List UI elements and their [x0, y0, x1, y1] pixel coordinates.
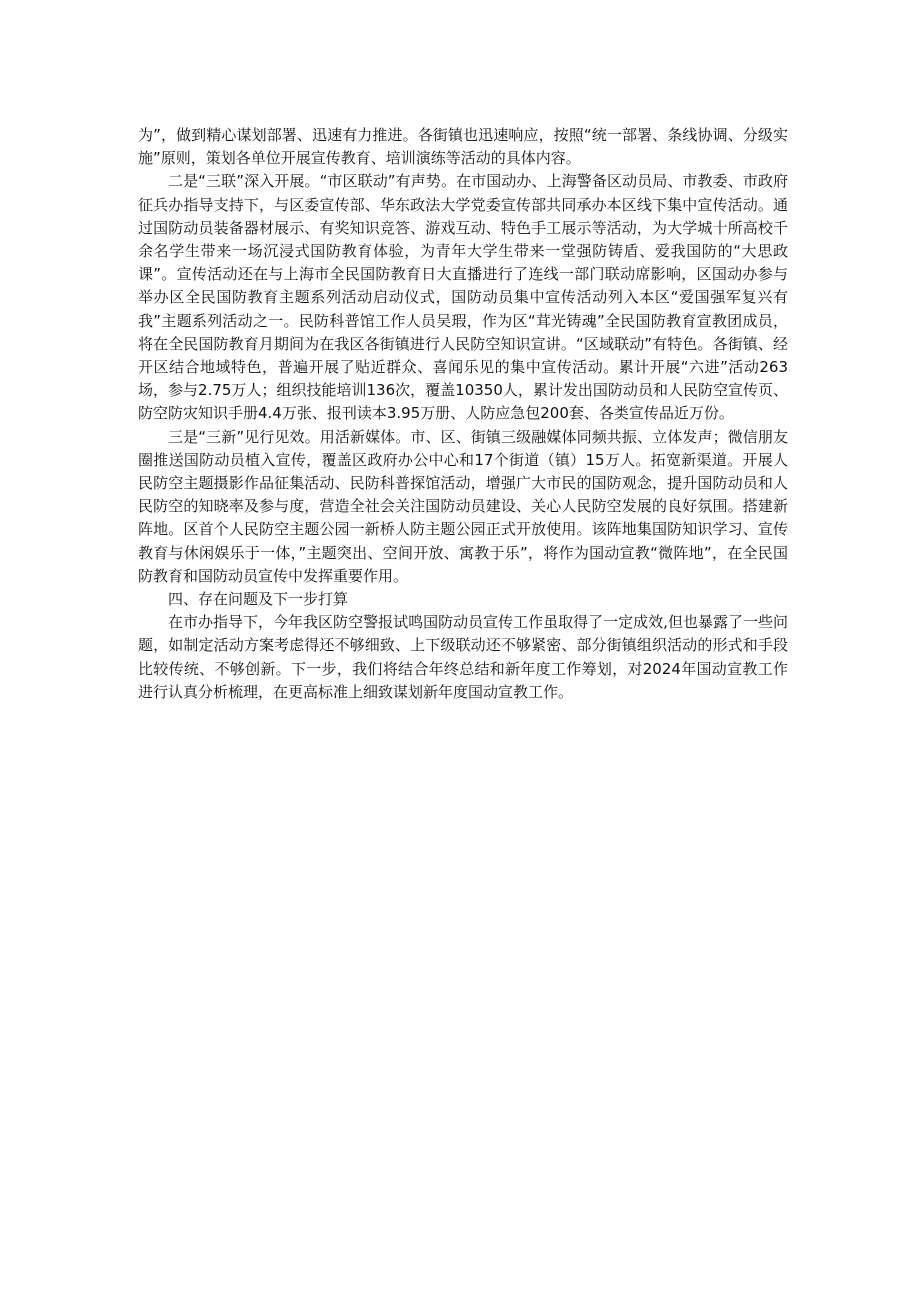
paragraph-three-new: 三是“三新”见行见效。用活新媒体。市、区、街镇三级融媒体同频共振、立体发声；微信朋友圈推送国防动员植入宣传，覆盖区政府办公中心和17个街道（镇）15万人。拓宽新渠道。开展人民防空主题摄影作品征集活动、民防科普探馆活动，增强广大市民的国防观念，提升国防动员和人民防空的知晓率及参与度，营造全社会关注国防动员建设、关心人民防空发展的良好氛围。搭建新阵地。区首个人民防空主题公园一新桥人防主题公园正式开放使用。该阵地集国防知识学习、宣传教育与休闲娱乐于一体，”主题突出、空间开放、寓教于乐”，将作为国动宣教“微阵地”，在全民国防教育和国防动员宣传中发挥重要作用。 [138, 427, 788, 585]
paragraph-continuation: 为”，做到精心谋划部署、迅速有力推进。各街镇也迅速响应，按照“统一部署、条线协调、分级实施”原则，策划各单位开展宣传教育、培训演练等活动的具体内容。 [138, 126, 788, 168]
paragraph-three-linkages: 二是“三联”深入开展。“市区联动”有声势。在市国动办、上海警备区动员局、市教委、市政府征兵办指导支持下，与区委宣传部、华东政法大学党委宣传部共同承办本区线下集中宣传活动。通过国防动员装备器材展示、有奖知识竞答、游戏互动、特色手工展示等活动，为大学城十所高校千余名学生带来一场沉浸式国防教育体验，为青年大学生带来一堂强防铸盾、爱我国防的“大思政课”。宣传活动还在与上海市全民国防教育日大直播进行了连线一部门联动席影响，区国动办参与举办区全民国防教育主题系列活动启动仪式，国防动员集中宣传活动列入本区“爱国强军复兴有我”主题系列活动之一。民防科普馆工作人员吴瑕，作为区“茸光铸魂”全民国防教育宣教团成员，将在全民国防教育月期间为在我区各街镇进行人民防空知识宣讲。“区域联动”有特色。各街镇、经开区结合地域特色，普遍开展了贴近群众、喜闻乐见的集中宣传活动。累计开展“六进”活动263场，参与2.75万人；组织技能培训136次，覆盖10350人，累计发出国防动员和人民防空宣传页、防空防灾知识手册4.4万张、报刊读本3.95万册、人防应急包200套、各类宣传品近万份。 [138, 172, 788, 423]
paragraph-next-steps: 在市办指导下，今年我区防空警报试鸣国防动员宣传工作虽取得了一定成效,但也暴露了一些问题，如制定活动方案考虑得还不够细致、上下级联动还不够紧密、部分街镇组织活动的形式和手段比较传统、不够创新。下一步，我们将结合年终总结和新年度工作筹划，对2024年国动宣教工作进行认真分析梳理，在更高标准上细致谋划新年度国动宣教工作。 [138, 613, 788, 701]
document-body [138, 124, 788, 704]
section-heading-problems-next-steps: 四、存在问题及下一步打算 [168, 590, 349, 609]
